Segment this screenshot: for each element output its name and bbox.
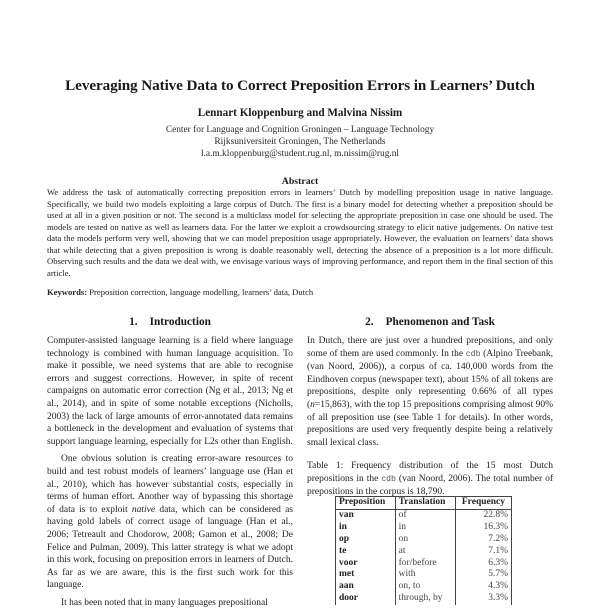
corpus-name: cdb	[465, 349, 481, 359]
introduction-body	[47, 335, 293, 609]
table-caption: Table 1: Frequency distribution of the 15 most Dutch prepositions in the cdb (van Noord, 2006). The total number of prepositions in the corpus is 18,790.	[307, 461, 553, 498]
abstract-text: We address the task of automatically correcting preposition errors in learners’ Dutch by modelling preposition usage in native language. Specifically, we build two models exploiting a large corpus of Dutch. The first is a binary model for detecting whether a preposition should be used at all in a given position or not. The second is a multiclass model for selecting the appropriate preposition in case one should be used. The models are tested on native as well as learners data. For the latter we exploit a crowdsourcing strategy to elicit native judgements. On native test data the models perform very well, showing that we can model preposition usage appropriately. However, the evaluation on learners’ data shows that while detecting that a given preposition is wrong is doable reasonably well, detecting the absence of a preposition is a lot more difficult. Observing such results and the data we deal with, we envisage various ways of improving performance, and report them in the final section of this article.	[47, 187, 553, 278]
table-row: te at 7.1%	[336, 546, 512, 558]
affiliation-line-1: Center for Language and Cognition Groningen – Language Technology	[165, 125, 435, 135]
keywords	[47, 287, 313, 297]
abstract-heading: Abstract	[281, 176, 319, 187]
intro-paragraph-2: One obvious solution is creating error-aware resources to build and test robust models of learners’ language use (Han et al., 2010), which has however substantial costs, especially in terms of human effort. Another way of bypassing this shortage of data is to exploit native data, which can be considered as having gold labels of correct usage of language (Han et al., 2006; Tetreault and Chodorow, 2008; Gamon et al., 2008; De Felice and Pulman, 2009). This latter strategy is what we adopt in this work, focusing on preposition errors in learners of Dutch. As far as we are aware, this is the first such work for this language.	[47, 454, 293, 591]
paper-title: Leveraging Native Data to Correct Preposition Errors in Learners’ Dutch	[65, 77, 535, 94]
section-number: 1.	[129, 316, 138, 328]
table-row: van of 22.8%	[336, 509, 512, 521]
keywords-label: Keywords:	[47, 287, 88, 297]
task-paragraph-1: In Dutch, there are just over a hundred prepositions, and only some of them are used commonly. In the cdb (Alpino Treebank, (van Noord, 2006)), a corpus of ca. 140,000 words from the Eindhoven corpus (newspaper text), about 15% of all tokens are prepositions, despite only representing 0.66% of all types (n=15,863), with the top 15 prepositions comprising almost 90% of all preposition use (see Table 1 for details). In other words, prepositions are used very frequently despite being a relatively small lexical class.	[307, 336, 554, 448]
intro-paragraph-1: Computer-assisted language learning is a field where language technology is combined with human language acquisition. To make it possible, we need systems that are able to recognise errors and suggest corrections. However, in spite of recent campaigns on automatic error correction (Ng et al., 2013; Ng et al., 2014), and in spite of some notable exceptions (Nicholls, 2003) the lack of large amounts of error-annotated data remains a bottleneck in the development and evaluation of systems that support language learning, especially for L2s other than English.	[47, 336, 293, 447]
section-title: Introduction	[149, 316, 211, 328]
table-row: met with 5.7%	[336, 569, 512, 581]
section-number: 2.	[365, 316, 374, 328]
paper-authors: Lennart Kloppenburg and Malvina Nissim	[197, 107, 403, 119]
table-row: aan on, to 4.3%	[336, 581, 512, 593]
intro-paragraph-3: It has been noted that in many languages prepositional	[61, 597, 268, 608]
phenomenon-body	[307, 335, 553, 449]
column-header: Preposition	[336, 497, 396, 510]
affiliation-line-2: Rijksuniversiteit Groningen, The Netherlands	[214, 137, 386, 147]
corpus-name: cdb	[381, 474, 396, 484]
preposition-frequency-table	[335, 496, 512, 605]
table-row: op on 7.2%	[336, 534, 512, 546]
keywords-list: Preposition correction, language modelling, learners’ data, Dutch	[89, 287, 314, 297]
table-header-row	[336, 497, 512, 510]
table-row: voor for/before 6.3%	[336, 558, 512, 570]
author-emails: l.a.m.kloppenburg@student.rug.nl, m.nissim@rug.nl	[200, 149, 400, 159]
column-header: Translation	[395, 497, 455, 510]
column-header: Frequency	[455, 497, 511, 510]
section-title: Phenomenon and Task	[385, 316, 495, 328]
section-heading-phenomenon	[307, 316, 553, 328]
section-heading-introduction	[47, 316, 293, 328]
emphasis-native: native	[131, 504, 156, 515]
table-row: in in 16.3%	[336, 522, 512, 534]
table-row: door through, by 3.3%	[336, 593, 512, 605]
